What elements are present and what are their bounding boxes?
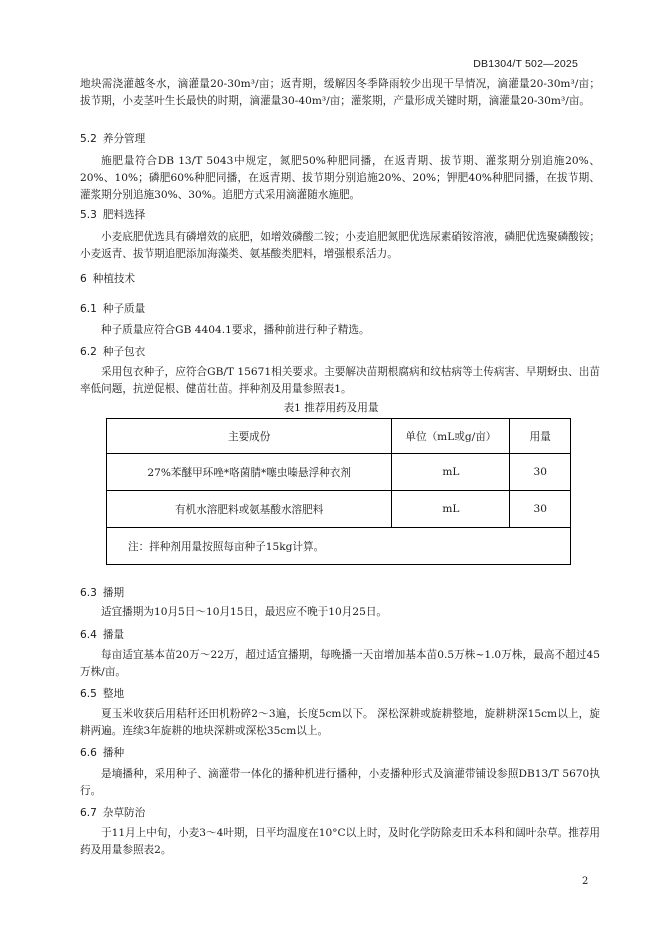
section-title: 养分管理 <box>102 133 146 145</box>
section-heading-6-4 <box>80 627 124 643</box>
table-header-row <box>107 419 571 454</box>
section-heading-6-3 <box>80 585 124 601</box>
table-row <box>107 491 571 528</box>
section-body-5-3: 小麦底肥优选具有磷增效的底肥，如增效磷酸二铵；小麦追肥氮肥优选尿素硝铵溶液，磷肥优选聚磷酸铵；小麦返青、拔节期追肥添加海藻类、氨基酸类肥料，增强根系活力。 <box>80 231 600 261</box>
header-cell-ingredient: 主要成份 <box>107 419 392 454</box>
section-title: 肥料选择 <box>102 209 146 221</box>
table-note-row <box>107 528 571 565</box>
cell-dosage: 30 <box>510 454 571 491</box>
section-heading-6-2 <box>80 344 145 360</box>
cell-dosage: 30 <box>510 491 571 528</box>
section-body-6-6: 是墒播种，采用种子、滴灌带一体化的播种机进行播种，小麦播种形式及滴灌带铺设参照DB13/T 5670执行。 <box>80 768 600 798</box>
header-cell-unit: 单位（mL或g/亩） <box>392 419 510 454</box>
section-body-6-7: 于11月上中旬，小麦3～4叶期，日平均温度在10°C以上时，及时化学防除麦田禾本科和阔叶杂草。推荐用药及用量参照表2。 <box>80 827 600 857</box>
section-heading-6-5 <box>80 686 124 702</box>
cell-unit: mL <box>392 454 510 491</box>
section-title: 种植技术 <box>92 273 136 285</box>
section-number: 6.1 <box>80 303 97 315</box>
section-heading-6-6 <box>80 745 124 761</box>
section-number: 6.4 <box>80 629 97 641</box>
section-heading-6 <box>80 271 135 287</box>
cell-ingredient: 有机水溶肥料或氨基酸水溶肥料 <box>107 491 392 528</box>
section-heading-6-7 <box>80 805 145 821</box>
section-title: 播种 <box>102 747 125 759</box>
table-row <box>107 454 571 491</box>
section-number: 6.5 <box>80 688 97 700</box>
section-title: 播量 <box>102 629 125 641</box>
cell-unit: mL <box>392 491 510 528</box>
section-number: 5.3 <box>80 209 97 221</box>
section-heading-5-3 <box>80 207 145 223</box>
section-number: 6.7 <box>80 807 97 819</box>
section-body-6-3: 适宜播期为10月5日～10月15日，最迟应不晚于10月25日。 <box>101 606 388 618</box>
section-title: 整地 <box>102 688 125 700</box>
continued-paragraph: 地块需浇灌越冬水，滴灌量20-30m³/亩；返青期，缓解因冬季降雨较少出现干旱情况，滴灌量20-30m³/亩；拔节期，小麦茎叶生长最快的时期，滴灌量30-40m³/亩；灌浆期，产量形成关键时期，滴灌量20-30m³/亩。 <box>80 78 600 108</box>
table-note: 注：拌种剂用量按照每亩种子15kg计算。 <box>107 528 571 565</box>
header-cell-dosage: 用量 <box>510 419 571 454</box>
section-heading-6-1 <box>80 301 145 317</box>
section-body-5-2: 施肥量符合DB 13/T 5043中规定，氮肥50%种肥同播，在返青期、拔节期、灌浆期分别追施20%、20%、10%；磷肥60%种肥同播，在返青期、拔节期分别追施20%、20%；钾肥40%种肥同播，在拔节期、灌浆期分别追施30%、30%。追肥方式采用滴灌随水施肥。 <box>80 155 600 202</box>
section-number: 6 <box>80 273 87 285</box>
recommended-agents-table <box>106 418 571 565</box>
section-number: 6.6 <box>80 747 97 759</box>
section-body-6-4: 每亩适宜基本苗20万～22万，超过适宜播期，每晚播一天亩增加基本苗0.5万株~1.0万株，最高不超过45万株/亩。 <box>80 649 600 679</box>
section-number: 6.2 <box>80 346 97 358</box>
document-code: DB1304/T 502—2025 <box>473 58 578 70</box>
section-title: 杂草防治 <box>102 807 146 819</box>
table-caption: 表1 推荐用药及用量 <box>283 402 379 414</box>
section-body-6-1: 种子质量应符合GB 4404.1要求，播种前进行种子精选。 <box>101 324 370 336</box>
section-number: 6.3 <box>80 587 97 599</box>
page-number: 2 <box>582 876 589 887</box>
section-title: 种子包衣 <box>102 346 146 358</box>
cell-ingredient: 27%苯醚甲环唑*咯菌腈*噻虫嗪悬浮种衣剂 <box>107 454 392 491</box>
section-number: 5.2 <box>80 133 97 145</box>
section-heading-5-2 <box>80 131 145 147</box>
section-title: 播期 <box>102 587 125 599</box>
section-title: 种子质量 <box>102 303 146 315</box>
section-body-6-2: 采用包衣种子，应符合GB/T 15671相关要求。主要解决苗期根腐病和纹枯病等土传病害、早期蚜虫、出苗率低问题，抗逆促根、健苗壮苗。拌种剂及用量参照表1。 <box>80 366 600 396</box>
section-body-6-5: 夏玉米收获后用秸秆还田机粉碎2～3遍，长度5cm以下。 深松深耕或旋耕整地，旋耕耕深15cm以上，旋耕两遍。连续3年旋耕的地块深耕或深松35cm以上。 <box>80 708 600 738</box>
